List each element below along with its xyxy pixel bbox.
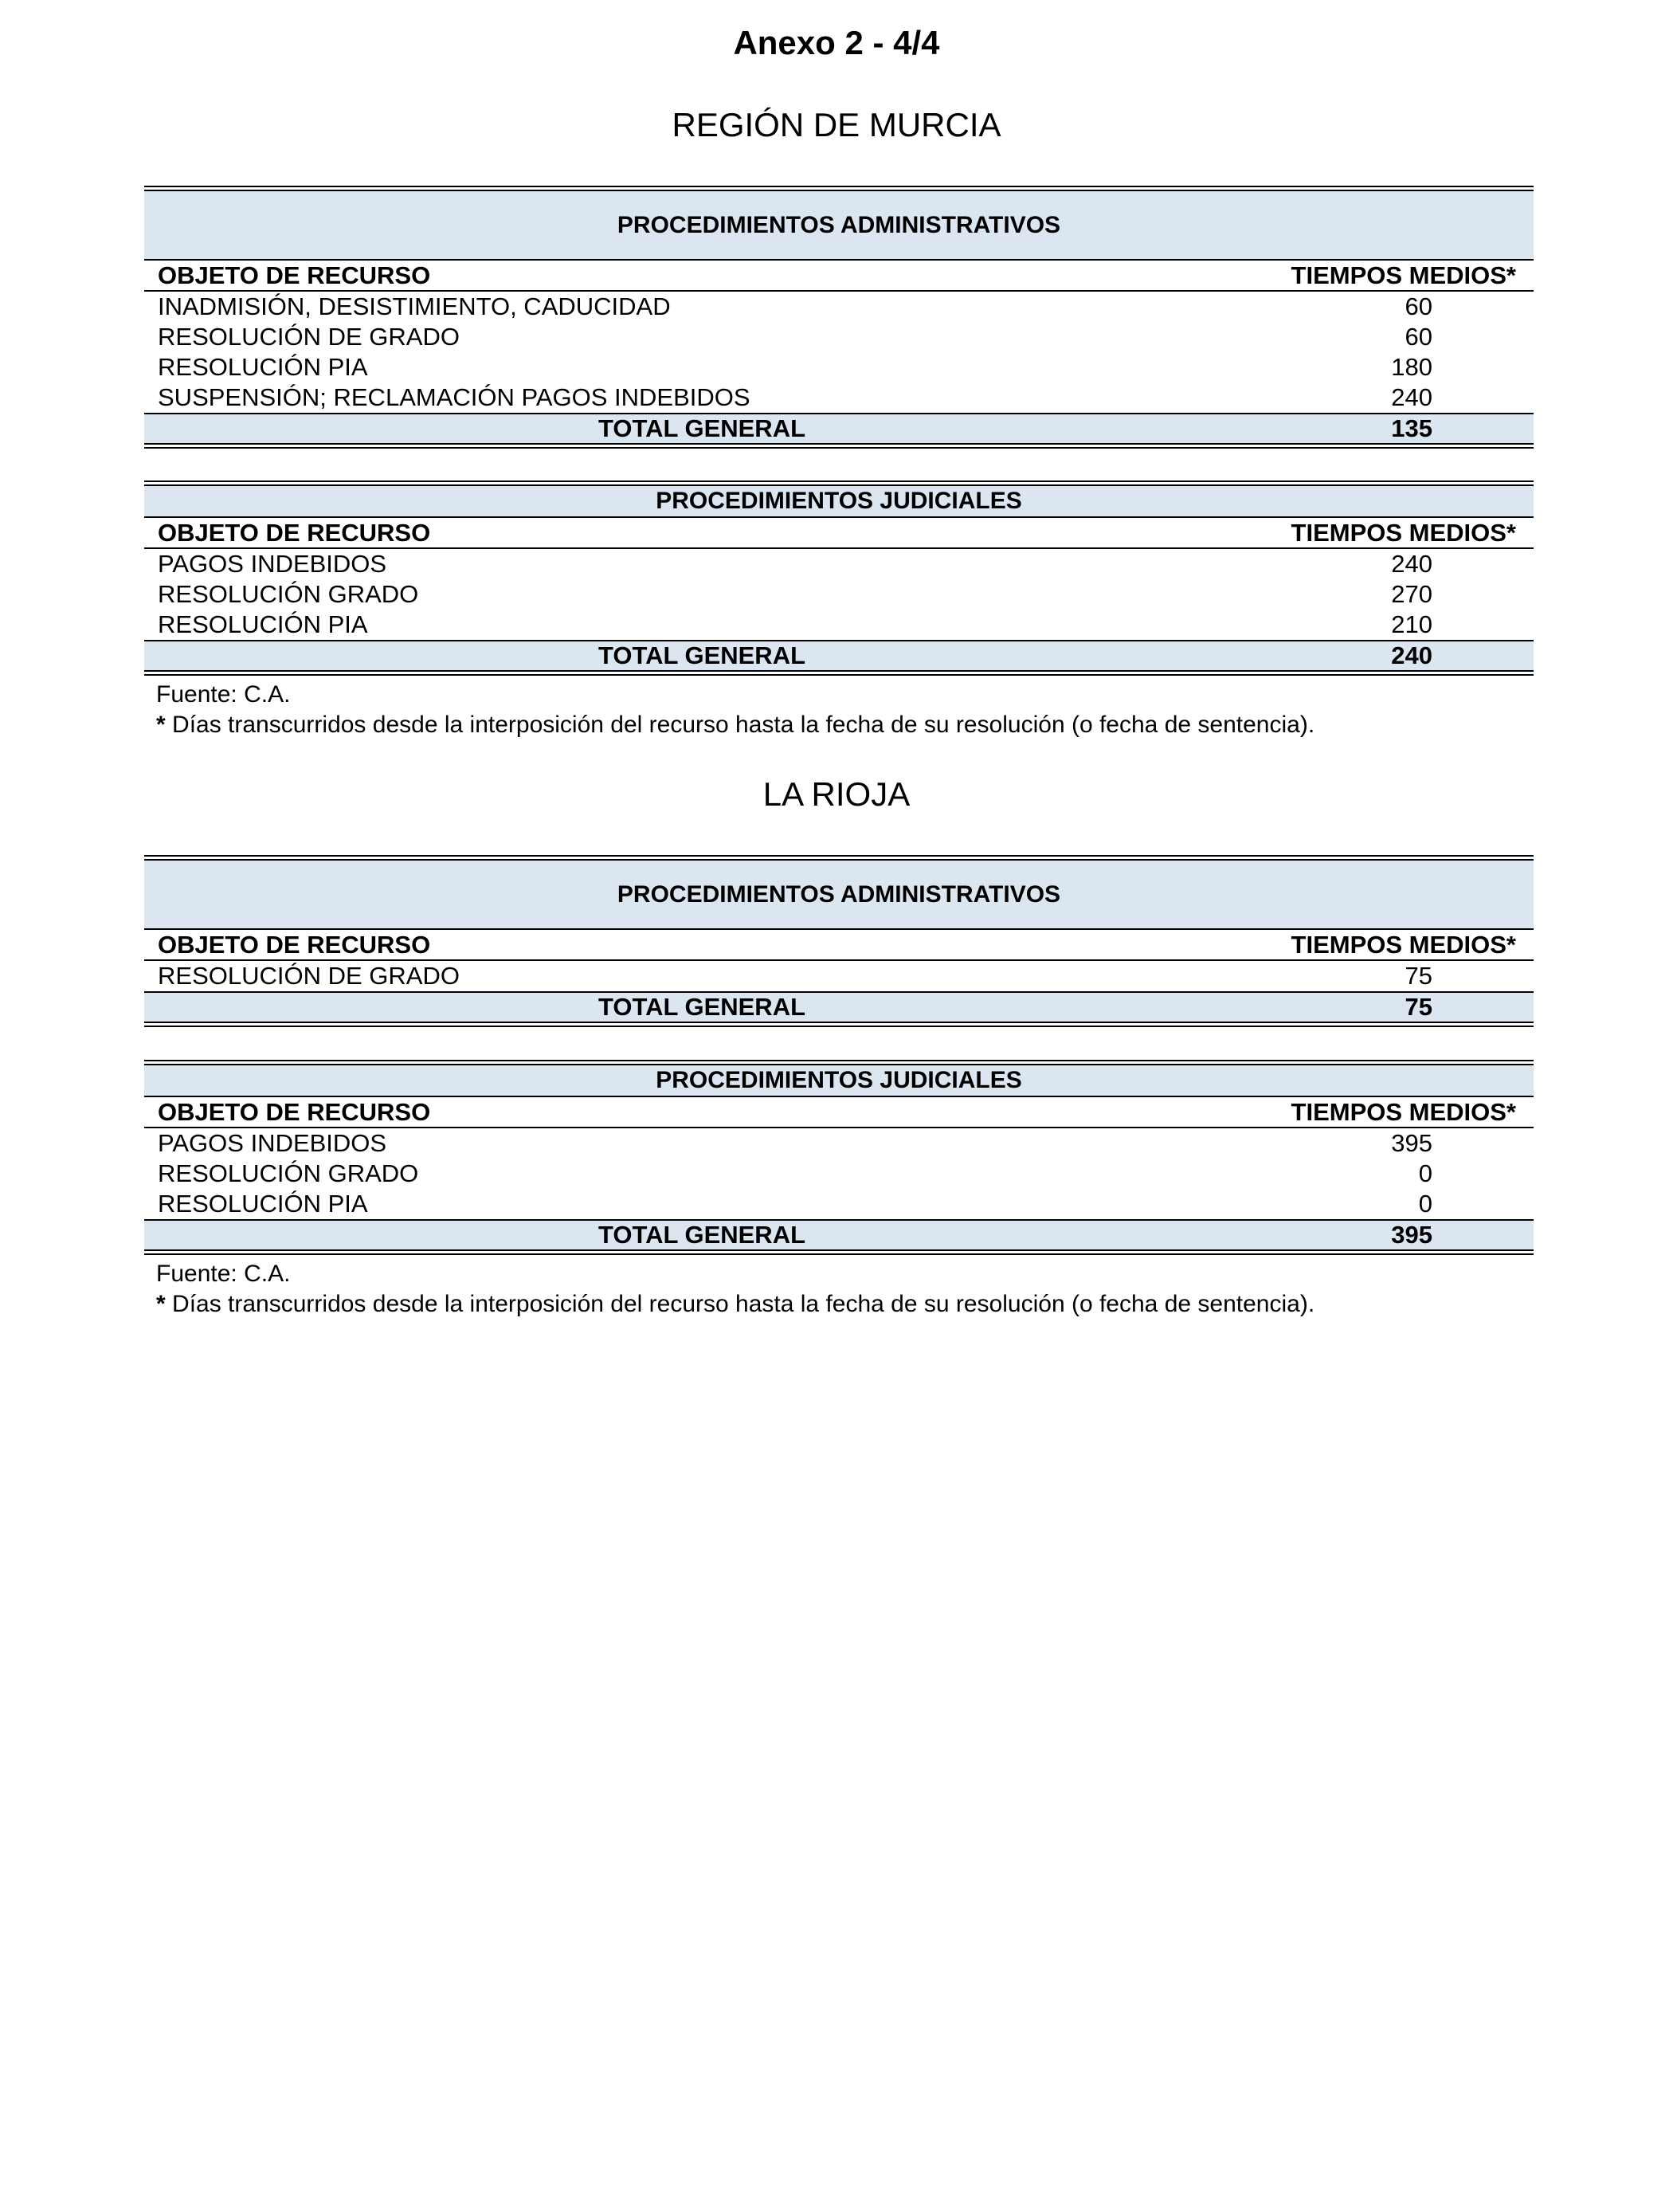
total-label: TOTAL GENERAL [598,414,806,442]
table-bottom-rule [144,670,1534,676]
column-object: OBJETO DE RECURSO [158,261,431,289]
page-title: Anexo 2 - 4/4 [733,24,940,61]
table-column-header [144,259,1534,292]
row-value: 240 [1391,383,1432,411]
row-label: RESOLUCIÓN PIA [158,610,368,638]
rioja-judicial-table [144,1060,1534,1255]
table-row [144,1128,1534,1159]
table-row [144,610,1534,640]
row-label: INADMISIÓN, DESISTIMIENTO, CADUCIDAD [158,292,671,320]
footnote-text: Días transcurridos desde la interposición del recurso hasta la fecha de su resolución (o fecha de sentencia). [165,712,1315,738]
source-text: Fuente: C.A. [156,1261,291,1287]
table-column-header [144,1096,1534,1128]
row-value: 240 [1391,550,1432,578]
total-row [144,640,1534,670]
column-time: TIEMPOS MEDIOS* [1291,1097,1516,1126]
table-row [144,1189,1534,1219]
column-object: OBJETO DE RECURSO [158,930,431,959]
row-value: 60 [1405,292,1432,320]
footnote-text: Días transcurridos desde la interposición del recurso hasta la fecha de su resolución (o fecha de sentencia). [165,1291,1315,1317]
row-value: 0 [1418,1159,1432,1187]
total-row [144,1219,1534,1249]
column-object: OBJETO DE RECURSO [158,518,431,547]
table-bottom-rule [144,443,1534,449]
row-value: 210 [1391,610,1432,638]
row-label: PAGOS INDEBIDOS [158,1129,387,1157]
total-label: TOTAL GENERAL [598,1221,806,1249]
column-object: OBJETO DE RECURSO [158,1097,431,1126]
table-row [144,549,1534,579]
total-value: 75 [1405,993,1432,1021]
footnote [156,710,1314,740]
region-title-rioja: LA RIOJA [762,775,911,813]
table-column-header [144,516,1534,549]
column-time: TIEMPOS MEDIOS* [1291,930,1516,959]
table-row [144,292,1534,322]
total-label: TOTAL GENERAL [598,993,806,1021]
total-value: 240 [1391,641,1432,669]
total-value: 395 [1391,1221,1432,1249]
table-bottom-rule [144,1249,1534,1255]
source-note [156,1259,1314,1320]
source-note [156,680,1314,740]
total-row [144,991,1534,1022]
column-time: TIEMPOS MEDIOS* [1291,261,1516,289]
murcia-judicial-table [144,480,1534,676]
row-label: RESOLUCIÓN GRADO [158,1159,419,1187]
row-label: RESOLUCIÓN PIA [158,1190,368,1218]
row-label: RESOLUCIÓN PIA [158,353,368,381]
table-row [144,322,1534,352]
table-heading: PROCEDIMIENTOS JUDICIALES [144,1065,1534,1096]
table-row [144,1159,1534,1189]
column-time: TIEMPOS MEDIOS* [1291,518,1516,547]
row-value: 60 [1405,323,1432,351]
region-title-murcia: REGIÓN DE MURCIA [672,106,1001,143]
table-top-rule [144,186,1534,191]
total-value: 135 [1391,414,1432,442]
row-label: RESOLUCIÓN GRADO [158,580,419,608]
row-value: 270 [1391,580,1432,608]
table-row [144,961,1534,991]
table-heading: PROCEDIMIENTOS ADMINISTRATIVOS [144,191,1534,259]
row-label: RESOLUCIÓN DE GRADO [158,962,460,990]
table-heading: PROCEDIMIENTOS ADMINISTRATIVOS [144,861,1534,928]
row-value: 75 [1405,962,1432,990]
table-top-rule [144,1060,1534,1065]
table-top-rule [144,855,1534,861]
row-label: PAGOS INDEBIDOS [158,550,387,578]
total-label: TOTAL GENERAL [598,641,806,669]
row-label: RESOLUCIÓN DE GRADO [158,323,460,351]
table-top-rule [144,480,1534,486]
total-row [144,413,1534,443]
row-value: 395 [1391,1129,1432,1157]
murcia-admin-table [144,186,1534,449]
source-text: Fuente: C.A. [156,681,291,708]
row-value: 0 [1418,1190,1432,1218]
footnote-mark: * [156,712,166,738]
rioja-admin-table [144,855,1534,1027]
row-label: SUSPENSIÓN; RECLAMACIÓN PAGOS INDEBIDOS [158,383,750,411]
table-heading: PROCEDIMIENTOS JUDICIALES [144,486,1534,516]
table-column-header [144,928,1534,961]
row-value: 180 [1391,353,1432,381]
footnote [156,1289,1314,1320]
table-row [144,579,1534,610]
table-row [144,352,1534,382]
table-row [144,382,1534,413]
footnote-mark: * [156,1291,166,1317]
table-bottom-rule [144,1022,1534,1027]
